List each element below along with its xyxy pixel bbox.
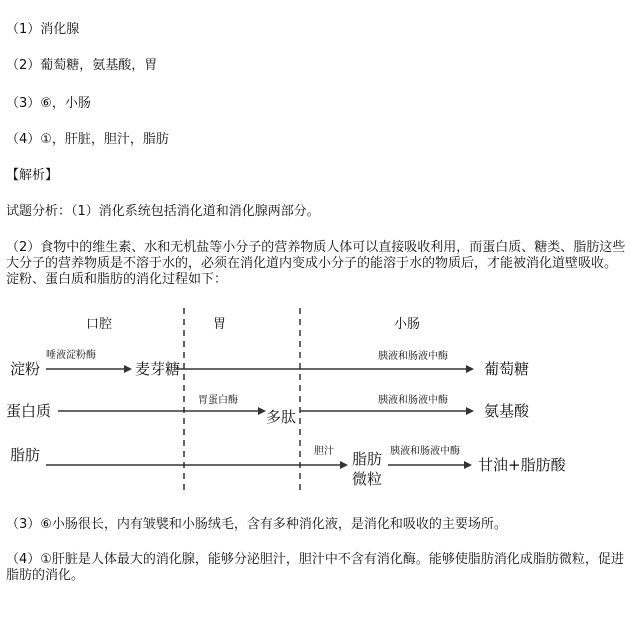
analysis-paragraph-2: （2）食物中的维生素、水和无机盐等小分子的营养物质人体可以直接吸收利用，而蛋白质、糖类、脂肪这些大分子的营养物质是不溶于水的，必须在消化道内变成小分子的能溶于水的物质后，才能被消化道壁吸收。淀粉、蛋白质和脂肪的消化过程如下：	[6, 240, 626, 287]
protein-enzyme-2: 胰液和肠液中酶	[378, 395, 448, 406]
fat-product-2: 甘油+脂肪酸	[478, 456, 566, 474]
answer-4: （4）①，肝脏，胆汁，脂肪	[6, 132, 169, 147]
fat-agent-1: 胆汁	[314, 446, 334, 457]
analysis-heading: 【解析】	[6, 168, 59, 183]
starch-product-2: 葡萄糖	[484, 360, 530, 378]
protein-enzyme-1: 胃蛋白酶	[198, 395, 238, 406]
region-mouth: 口腔	[86, 317, 113, 332]
fat-product-1-line-1: 脂肪	[352, 450, 383, 468]
starch-product-1: 麦芽糖	[135, 360, 181, 378]
analysis-paragraph-4: （4）①肝脏是人体最大的消化腺，能够分泌胆汁，胆汁中不含有消化酶。能够使脂肪消化成脂肪微粒，促进脂肪的消化。	[6, 552, 624, 583]
starch-label: 淀粉	[10, 360, 41, 378]
region-small-intestine: 小肠	[394, 317, 421, 332]
fat-label: 脂肪	[10, 446, 41, 464]
fat-enzyme-2: 胰液和肠液中酶	[390, 446, 460, 457]
protein-product-1: 多肽	[266, 408, 297, 426]
analysis-paragraph-1: 试题分析：（1）消化系统包括消化道和消化腺两部分。	[6, 204, 320, 219]
region-stomach: 胃	[213, 317, 227, 332]
fat-product-1-line-2: 微粒	[352, 470, 383, 488]
starch-enzyme-2: 胰液和肠液中酶	[378, 351, 448, 362]
analysis-paragraph-3: （3）⑥小肠很长，内有皱襞和小肠绒毛，含有多种消化液，是消化和吸收的主要场所。	[6, 517, 507, 532]
answer-1: （1）消化腺	[6, 22, 80, 37]
digestion-process-diagram	[0, 300, 630, 505]
protein-label: 蛋白质	[6, 402, 52, 420]
answer-2: （2）葡萄糖，氨基酸，胃	[6, 58, 158, 73]
protein-product-2: 氨基酸	[484, 402, 530, 420]
answer-3: （3）⑥，小肠	[6, 96, 91, 111]
starch-enzyme-1: 唾液淀粉酶	[46, 350, 96, 361]
